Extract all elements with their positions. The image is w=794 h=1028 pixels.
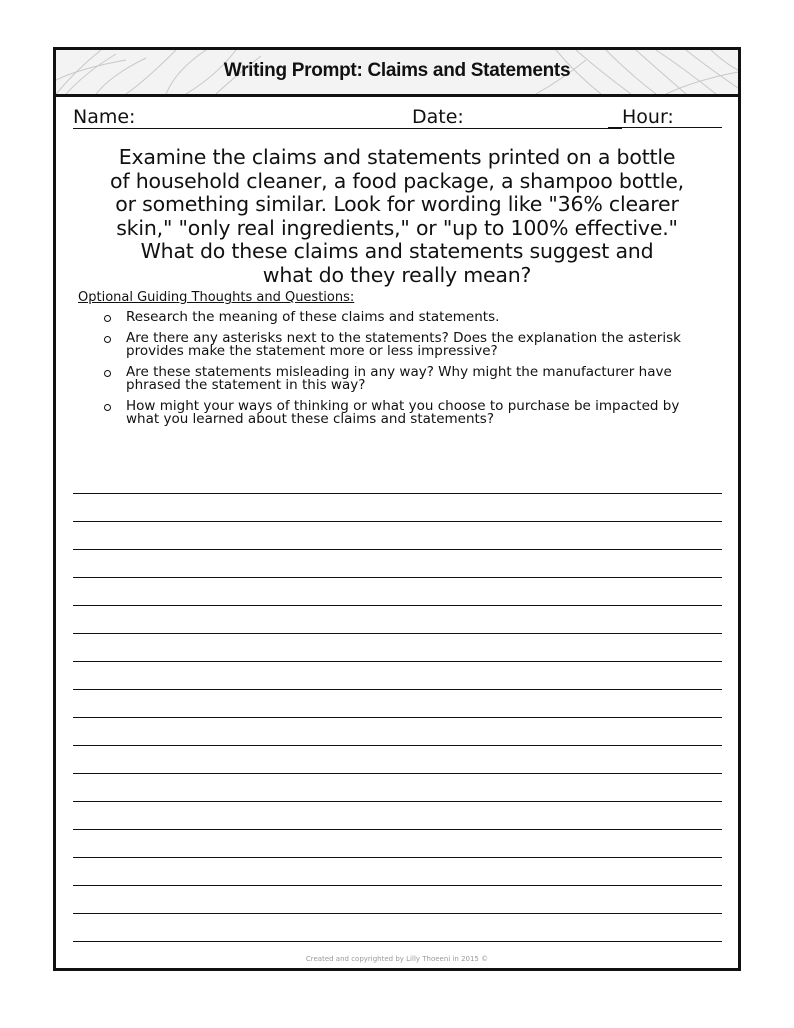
list-item bbox=[100, 329, 710, 359]
writing-prompt bbox=[72, 146, 722, 287]
answer-line[interactable] bbox=[73, 493, 722, 494]
page-title: Writing Prompt: Claims and Statements bbox=[223, 60, 571, 81]
answer-line[interactable] bbox=[73, 941, 722, 942]
list-item-text: Research the meaning of these claims and statements. bbox=[126, 309, 500, 325]
circle-bullet-icon bbox=[104, 370, 111, 377]
name-field[interactable] bbox=[73, 106, 398, 129]
list-item-text: Are there any asterisks next to the statements? Does the explanation the asterisk provides make the statement more or less impressive? bbox=[126, 329, 681, 359]
prompt-line: skin," "only real ingredients," or "up to 100% effective." bbox=[116, 215, 678, 240]
answer-line[interactable] bbox=[73, 885, 722, 886]
list-item bbox=[100, 363, 710, 393]
answer-line[interactable] bbox=[73, 661, 722, 662]
answer-line[interactable] bbox=[73, 549, 722, 550]
answer-line[interactable] bbox=[73, 857, 722, 858]
header-band bbox=[56, 50, 738, 97]
answer-line[interactable] bbox=[73, 577, 722, 578]
prompt-line: what do they really mean? bbox=[262, 262, 532, 287]
list-item bbox=[100, 397, 710, 427]
prompt-line: or something similar. Look for wording like "36% clearer bbox=[115, 192, 679, 216]
hour-label: Hour: bbox=[622, 106, 674, 128]
date-label: Date: bbox=[412, 106, 464, 128]
answer-line[interactable] bbox=[73, 913, 722, 914]
circle-bullet-icon bbox=[104, 336, 111, 343]
answer-line[interactable] bbox=[73, 521, 722, 522]
answer-line[interactable] bbox=[73, 605, 722, 606]
prompt-line: of household cleaner, a food package, a shampoo bottle, bbox=[110, 168, 684, 193]
answer-line[interactable] bbox=[73, 801, 722, 802]
date-field[interactable] bbox=[398, 106, 622, 129]
answer-line[interactable] bbox=[73, 773, 722, 774]
list-item bbox=[100, 311, 710, 325]
prompt-line: What do these claims and statements suggest and bbox=[140, 239, 654, 263]
copyright-footer: Created and copyrighted by Lilly Thoeeni in 2015 © bbox=[305, 955, 489, 963]
guide-title: Optional Guiding Thoughts and Questions: bbox=[78, 290, 355, 305]
answer-line[interactable] bbox=[73, 829, 722, 830]
list-item-text: Are these statements misleading in any way? Why might the manufacturer have phrased the statement in this way? bbox=[126, 363, 672, 393]
answer-line[interactable] bbox=[73, 689, 722, 690]
circle-bullet-icon bbox=[104, 404, 111, 411]
answer-line[interactable] bbox=[73, 745, 722, 746]
answer-line[interactable] bbox=[73, 633, 722, 634]
guide-list bbox=[100, 311, 710, 434]
hour-field[interactable] bbox=[608, 106, 722, 128]
prompt-line: Examine the claims and statements printed on a bottle bbox=[118, 145, 676, 169]
name-label: Name: bbox=[73, 106, 136, 128]
answer-line[interactable] bbox=[73, 717, 722, 718]
list-item-text: How might your ways of thinking or what you choose to purchase be impacted by what you learned about these claims and statements? bbox=[126, 397, 680, 427]
circle-bullet-icon bbox=[104, 315, 111, 322]
